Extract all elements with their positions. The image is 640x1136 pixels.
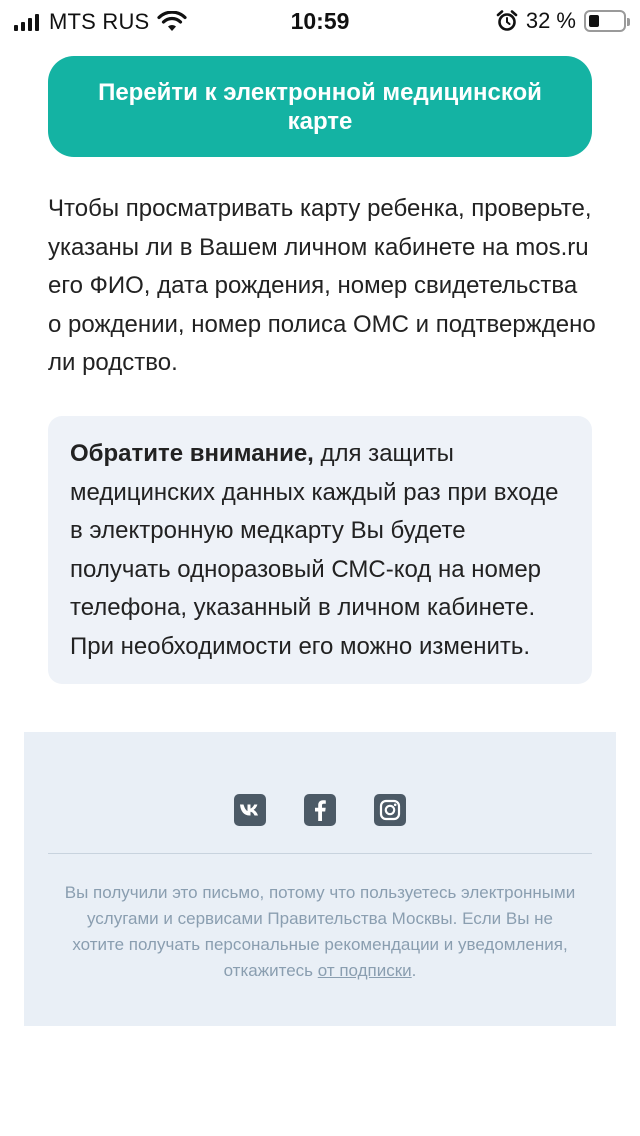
intro-paragraph: Чтобы просматривать карту ребенка, проверьте, указаны ли в Вашем личном кабинете на mos.ru его ФИО, дата рождения, номер свидетельства о рождении, номер полиса ОМС и подтверждено ли родство. — [48, 195, 596, 377]
notice-box — [48, 416, 592, 684]
notice-text: для защиты медицинских данных каждый раз при входе в электронную медкарту Вы будете получать одноразовый СМС-код на номер телефона, указанный в личном кабинете. При необходимости его можно изменить. — [70, 440, 559, 660]
social-links — [24, 794, 616, 826]
vk-icon[interactable] — [234, 794, 266, 826]
battery-level — [589, 15, 599, 27]
facebook-icon[interactable] — [304, 794, 336, 826]
legal-text: Вы получили это письмо, потому что пользуетесь электронными услугами и сервисами Правительства Москвы. Если Вы не хотите получать персональные рекомендации и уведомления, откажитесь — [64, 883, 576, 980]
email-footer — [24, 732, 616, 1026]
alarm-icon — [496, 10, 518, 32]
instagram-icon[interactable] — [374, 794, 406, 826]
status-bar — [0, 0, 640, 40]
status-right — [496, 8, 626, 34]
footer-legal-text — [60, 880, 580, 984]
cta-label: Перейти к электронной медицинской карте — [98, 78, 542, 135]
unsubscribe-link[interactable]: от подписки — [317, 961, 412, 980]
carrier-name: MTS RUS — [49, 9, 150, 34]
footer-divider — [48, 853, 592, 854]
open-medical-card-button[interactable] — [48, 56, 592, 157]
legal-end: . — [411, 961, 417, 980]
status-time: 10:59 — [290, 8, 350, 34]
notice-bold-lead: Обратите внимание, — [70, 440, 314, 467]
battery-icon — [584, 10, 626, 32]
battery-percent: 32 % — [525, 8, 576, 33]
